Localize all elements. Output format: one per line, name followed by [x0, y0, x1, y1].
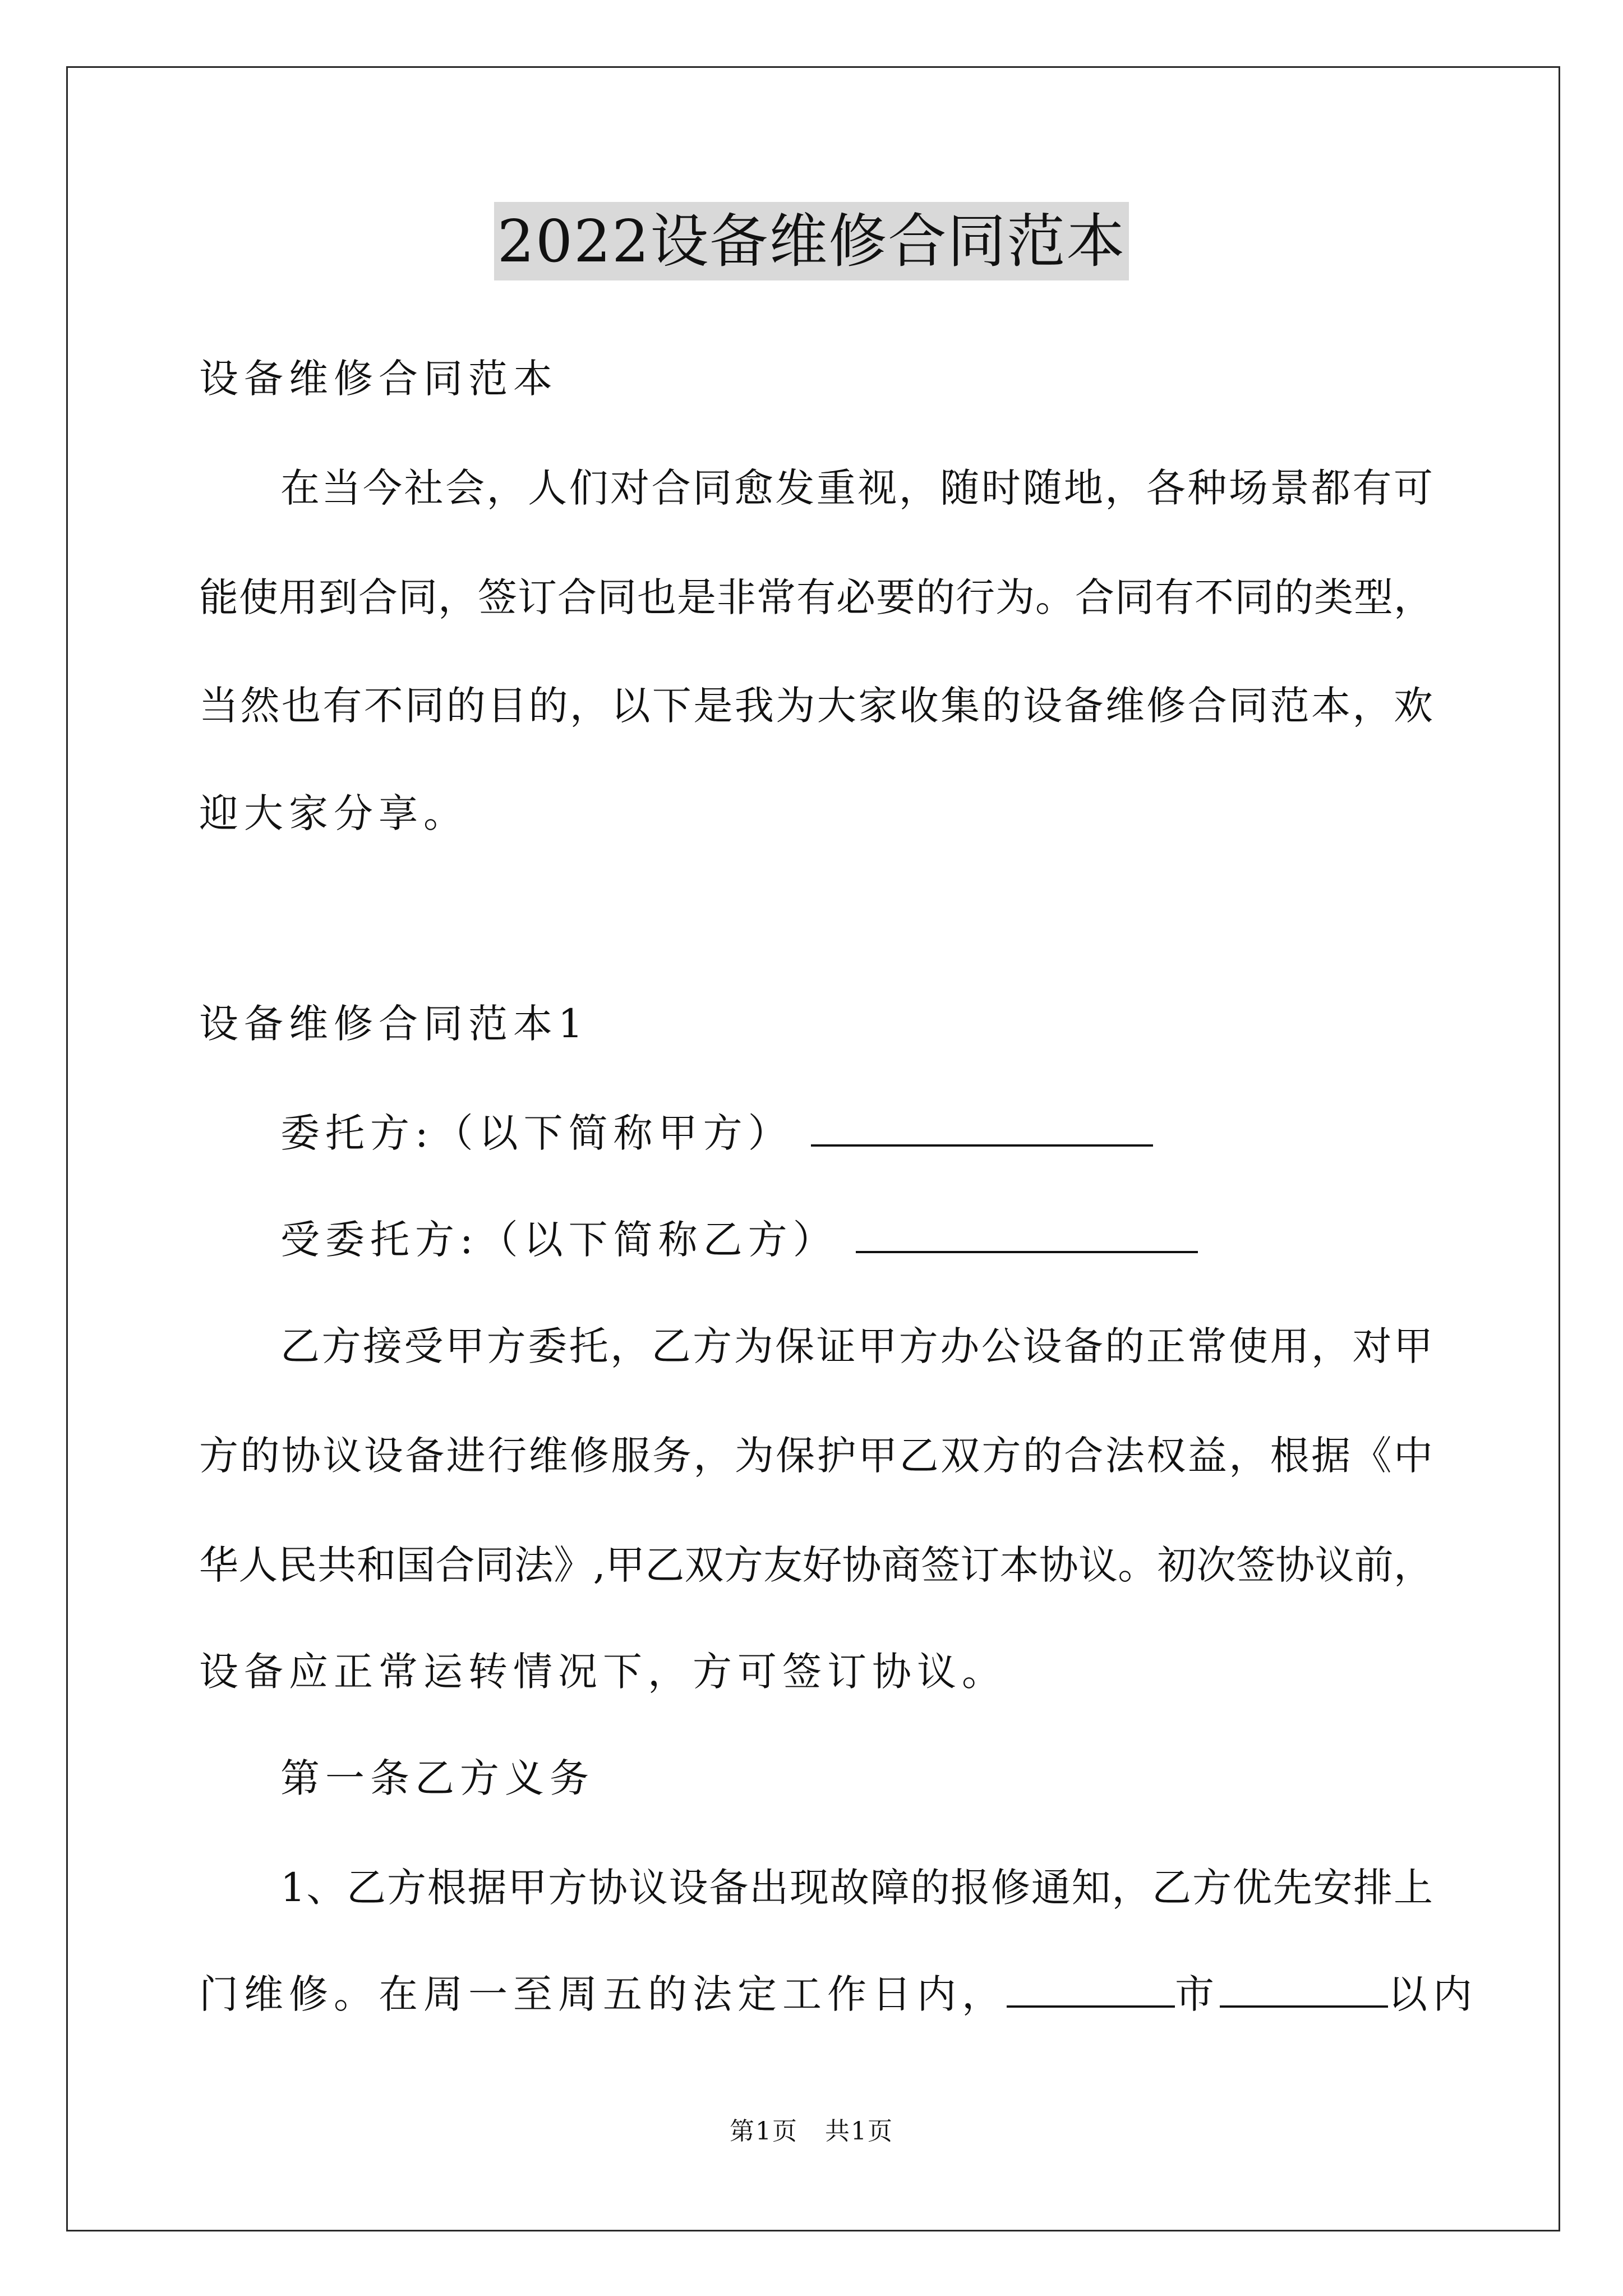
page-footer: 第1页 共1页 — [730, 2117, 893, 2146]
article-heading: 第一条乙方义务 — [280, 1755, 594, 1801]
clause-line-2-text-a: 门维修。在周一至周五的法定工作日内， — [199, 1971, 1007, 2017]
clause-line-1: 1、乙方根据甲方协议设备出现故障的报修通知，乙方优先安排上 — [280, 1865, 1433, 1911]
body-line-1: 乙方接受甲方委托，乙方为保证甲方办公设备的正常使用，对甲 — [280, 1323, 1433, 1369]
clause-line-2-text-b: 市 — [1175, 1971, 1220, 2017]
intro-line-3: 当然也有不同的目的，以下是我为大家收集的设备维修合同范本，欢 — [199, 683, 1433, 729]
document-subtitle: 设备维修合同范本 — [199, 356, 558, 402]
intro-line-2: 能使用到合同，签订合同也是非常有必要的行为。合同有不同的类型， — [199, 574, 1433, 620]
title-container — [0, 202, 1623, 280]
section-heading: 设备维修合同范本1 — [199, 1001, 589, 1047]
city-blank — [1007, 1972, 1175, 2008]
distance-blank — [1220, 1972, 1388, 2008]
clause-line-2 — [199, 1969, 1478, 2019]
party-b-line — [280, 1214, 1433, 1265]
body-line-2: 方的协议设备进行维修服务，为保护甲乙双方的合法权益，根据《中 — [199, 1433, 1433, 1479]
party-b-blank — [856, 1217, 1198, 1253]
body-line-4: 设备应正常运转情况下，方可签订协议。 — [199, 1649, 1007, 1695]
body-line-3: 华人民共和国合同法》,甲乙双方友好协商签订本协议。初次签协议前， — [199, 1542, 1433, 1588]
intro-line-1: 在当今社会，人们对合同愈发重视，随时随地，各种场景都有可 — [280, 465, 1433, 511]
party-b-label: 受委托方:（以下简称乙方） — [280, 1217, 838, 1263]
party-a-line — [280, 1108, 1433, 1158]
intro-line-4: 迎大家分享。 — [199, 790, 468, 836]
party-a-blank — [811, 1111, 1153, 1147]
document-title: 2022设备维修合同范本 — [494, 202, 1129, 280]
clause-line-2-text-c: 以内 — [1388, 1971, 1478, 2017]
party-a-label: 委托方:（以下简称甲方） — [280, 1110, 793, 1156]
